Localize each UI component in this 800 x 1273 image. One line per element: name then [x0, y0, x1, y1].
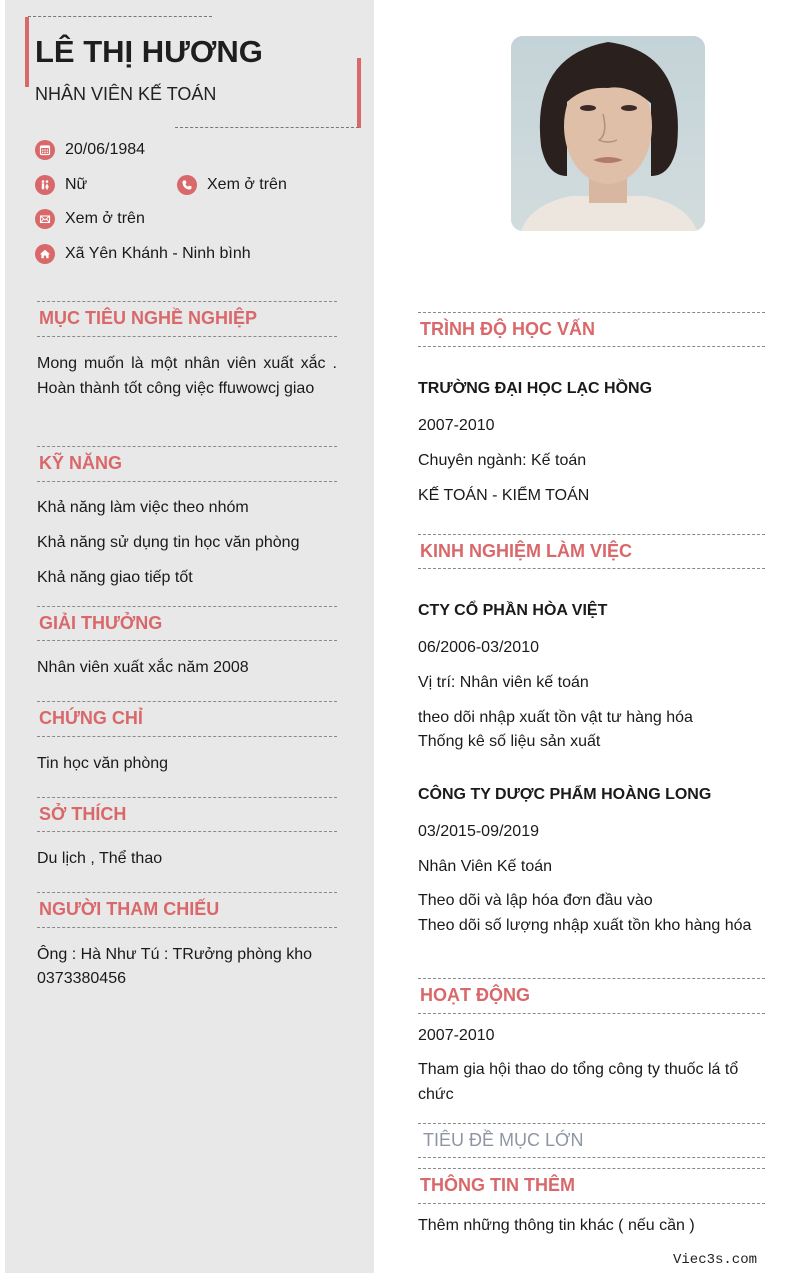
- section-title-awards[interactable]: GIẢI THƯỞNG: [39, 613, 163, 633]
- divider: [418, 568, 765, 569]
- divider: [418, 1168, 765, 1169]
- section-title-objective[interactable]: MỤC TIÊU NGHỀ NGHIỆP: [39, 308, 258, 328]
- divider: [418, 1123, 765, 1124]
- job-period[interactable]: 03/2015-09/2019: [418, 823, 539, 840]
- job-detail-line[interactable]: Thống kê số liệu sản xuất: [418, 733, 601, 750]
- birthday-row: [35, 140, 145, 160]
- job-position[interactable]: Vị trí: Nhân viên kế toán: [418, 674, 589, 691]
- divider: [37, 831, 337, 832]
- reference-line[interactable]: Ông : Hà Như Tú : TRưởng phòng kho: [37, 946, 313, 963]
- email-value[interactable]: Xem ở trên: [65, 210, 145, 227]
- phone-icon: [177, 175, 197, 195]
- divider: [37, 927, 337, 928]
- header-accent-bar-left: [25, 17, 29, 87]
- objective-text[interactable]: Mong muốn là một nhân viên xuất xắc . Hoàn thành tốt công việc ffuwowcj giao: [37, 355, 337, 397]
- section-title-placeholder[interactable]: TIÊU ĐỀ MỤC LỚN: [423, 1130, 584, 1150]
- gender-value[interactable]: Nữ: [65, 176, 88, 193]
- divider: [37, 797, 337, 798]
- divider: [418, 1157, 765, 1158]
- education-period[interactable]: 2007-2010: [418, 417, 495, 434]
- education-school[interactable]: TRƯỜNG ĐẠI HỌC LẠC HỒNG: [418, 380, 653, 397]
- email-row: [35, 209, 145, 229]
- job-detail-line[interactable]: Theo dõi và lập hóa đơn đầu vào: [418, 892, 653, 909]
- job-detail-line[interactable]: Theo dõi số lượng nhập xuất tồn kho hàng hóa: [418, 917, 752, 934]
- divider: [37, 701, 337, 702]
- divider: [418, 346, 765, 347]
- education-description[interactable]: KẾ TOÁN - KIỂM TOÁN: [418, 487, 590, 504]
- section-title-certificates[interactable]: CHỨNG CHỈ: [39, 708, 143, 728]
- divider: [37, 736, 337, 737]
- certificate-item[interactable]: Tin học văn phòng: [37, 755, 169, 772]
- watermark: Viec3s.com: [673, 1252, 758, 1268]
- divider: [418, 312, 765, 313]
- section-title-extra[interactable]: THÔNG TIN THÊM: [420, 1175, 575, 1195]
- job-company[interactable]: CÔNG TY DƯỢC PHẨM HOÀNG LONG: [418, 786, 712, 803]
- divider: [418, 534, 765, 535]
- job-detail-line[interactable]: theo dõi nhập xuất tồn vật tư hàng hóa: [418, 709, 693, 726]
- skill-item[interactable]: Khả năng giao tiếp tốt: [37, 569, 193, 586]
- skill-item[interactable]: Khả năng sử dụng tin học văn phòng: [37, 534, 300, 551]
- gender-row: [35, 175, 87, 195]
- hobby-item[interactable]: Du lịch , Thể thao: [37, 850, 163, 867]
- divider: [418, 1013, 765, 1014]
- divider: [37, 481, 337, 482]
- header-top-dashed-line: [28, 16, 212, 17]
- header-accent-bar-right: [357, 58, 361, 128]
- job-period[interactable]: 06/2006-03/2010: [418, 639, 539, 656]
- profile-photo[interactable]: [511, 36, 705, 231]
- divider: [37, 892, 337, 893]
- portrait-image: [511, 36, 705, 231]
- section-title-experience[interactable]: KINH NGHIỆM LÀM VIỆC: [420, 541, 633, 561]
- award-item[interactable]: Nhân viên xuất xắc năm 2008: [37, 659, 249, 676]
- education-major[interactable]: Chuyên ngành: Kế toán: [418, 452, 587, 469]
- divider: [37, 336, 337, 337]
- divider: [418, 978, 765, 979]
- section-title-skills[interactable]: KỸ NĂNG: [39, 453, 123, 473]
- section-title-activities[interactable]: HOẠT ĐỘNG: [420, 985, 530, 1005]
- reference-line[interactable]: 0373380456: [37, 970, 126, 987]
- divider: [37, 640, 337, 641]
- envelope-icon: [35, 209, 55, 229]
- divider: [37, 606, 337, 607]
- calendar-icon: [35, 140, 55, 160]
- section-title-education[interactable]: TRÌNH ĐỘ HỌC VẤN: [420, 319, 595, 339]
- job-company[interactable]: CTY CỔ PHẦN HÒA VIỆT: [418, 602, 608, 619]
- activity-text[interactable]: Tham gia hội thao do tổng công ty thuốc lá tổ chức: [418, 1061, 739, 1103]
- home-icon: [35, 244, 55, 264]
- phone-value[interactable]: Xem ở trên: [207, 176, 287, 193]
- phone-row: [177, 175, 287, 195]
- gender-icon: [35, 175, 55, 195]
- activity-period[interactable]: 2007-2010: [418, 1027, 495, 1044]
- job-position[interactable]: Nhân Viên Kế toán: [418, 858, 553, 875]
- job-title[interactable]: NHÂN VIÊN KẾ TOÁN: [35, 84, 217, 104]
- skill-item[interactable]: Khả năng làm việc theo nhóm: [37, 499, 249, 516]
- address-row: [35, 244, 251, 264]
- section-title-references[interactable]: NGƯỜI THAM CHIẾU: [39, 899, 220, 919]
- section-title-hobbies[interactable]: SỞ THÍCH: [39, 804, 127, 824]
- candidate-name[interactable]: LÊ THỊ HƯƠNG: [35, 34, 263, 69]
- divider: [418, 1203, 765, 1204]
- address-value[interactable]: Xã Yên Khánh - Ninh bình: [65, 245, 251, 262]
- header-bottom-dashed-line: [175, 127, 359, 128]
- birthday-value[interactable]: 20/06/1984: [65, 141, 146, 158]
- divider: [37, 446, 337, 447]
- extra-text[interactable]: Thêm những thông tin khác ( nếu cần ): [418, 1217, 695, 1234]
- divider: [37, 301, 337, 302]
